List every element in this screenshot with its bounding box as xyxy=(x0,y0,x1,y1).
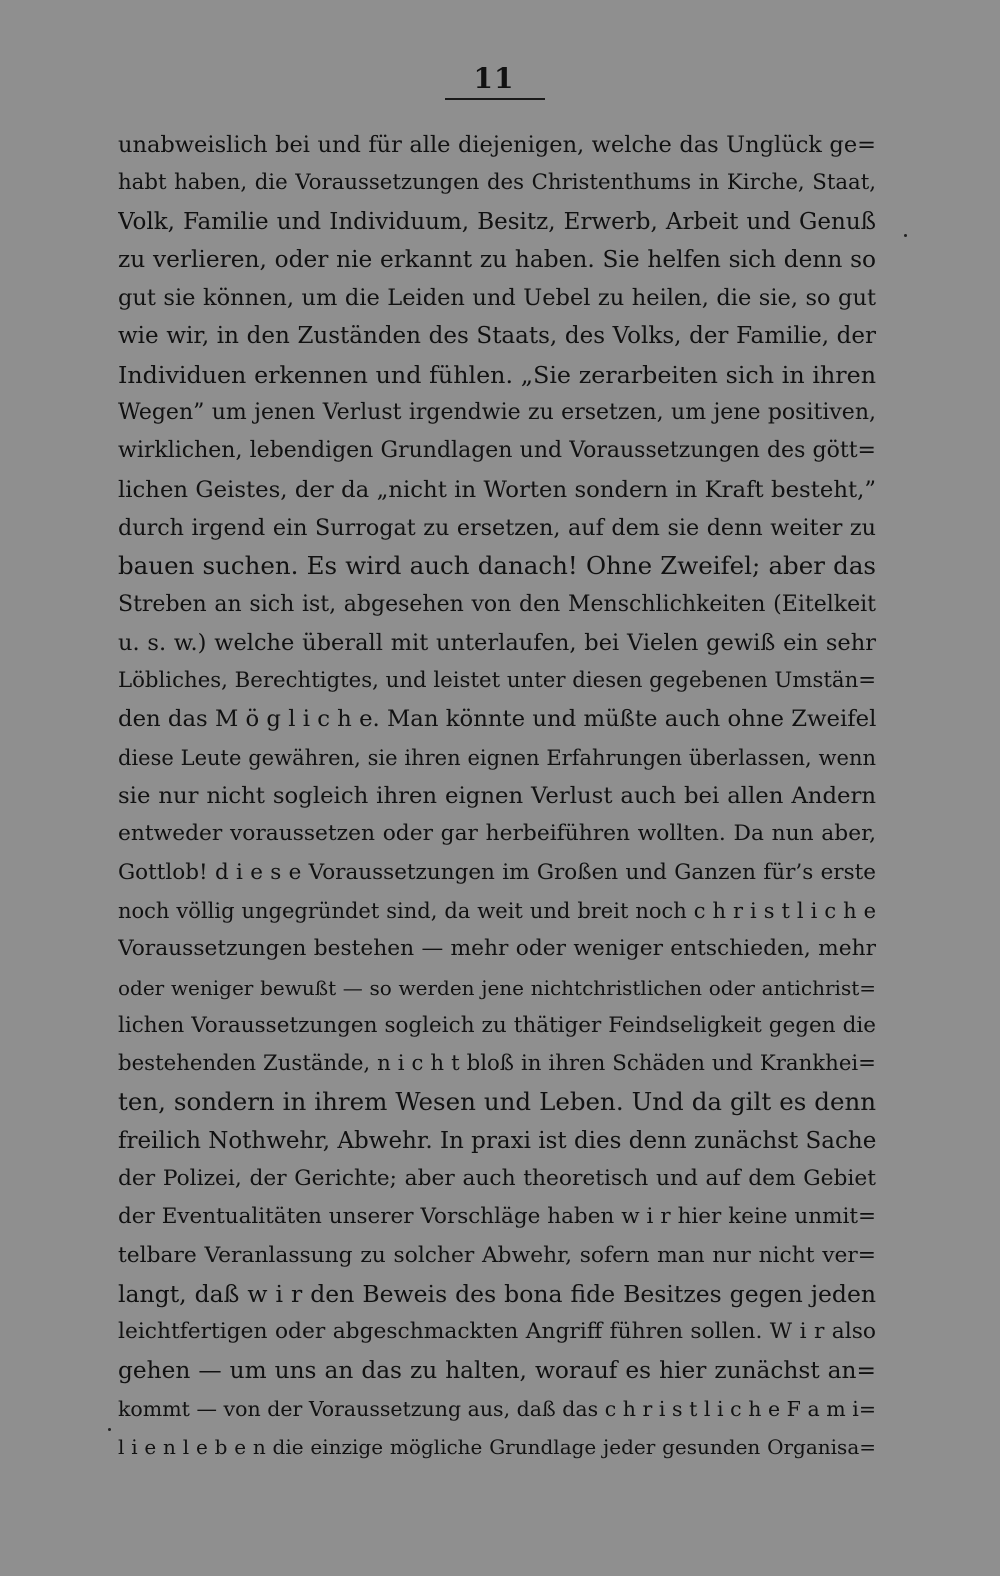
text-line: der Polizei, der Gerichte; aber auch theoretisch und auf dem Gebiet xyxy=(118,1166,876,1192)
print-speck xyxy=(904,234,907,237)
text-line: l i e n l e b e n die einzige mögliche Grundlage jeder gesunden Organisa= xyxy=(118,1435,876,1460)
text-line: Volk, Familie und Individuum, Besitz, Erwerb, Arbeit und Genuß xyxy=(118,208,876,235)
text-line: freilich Nothwehr, Abwehr. In praxi ist dies denn zunächst Sache xyxy=(118,1127,876,1154)
body-text xyxy=(118,126,876,1466)
text-line: wie wir, in den Zuständen des Staats, des Volks, der Familie, der xyxy=(118,323,876,350)
print-speck xyxy=(108,1428,111,1431)
text-line: u. s. w.) welche überall mit unterlaufen, bei Vielen gewiß ein sehr xyxy=(118,629,876,656)
text-line: lichen Voraussetzungen sogleich zu thätiger Feindseligkeit gegen die xyxy=(118,1012,876,1038)
text-line: noch völlig ungegründet sind, da weit und breit noch c h r i s t l i c h e xyxy=(118,898,876,923)
text-line: ten, sondern in ihrem Wesen und Leben. Und da gilt es denn xyxy=(118,1087,876,1117)
text-line: bestehenden Zustände, n i c h t bloß in ihren Schäden und Krankhei= xyxy=(118,1051,876,1077)
text-line: gehen — um uns an das zu halten, worauf es hier zunächst an= xyxy=(118,1356,876,1384)
text-line: Voraussetzungen bestehen — mehr oder weniger entschieden, mehr xyxy=(118,936,876,962)
text-line: wirklichen, lebendigen Grundlagen und Voraussetzungen des gött= xyxy=(118,438,876,464)
text-line: der Eventualitäten unserer Vorschläge haben w i r hier keine unmit= xyxy=(118,1204,876,1230)
text-line: habt haben, die Voraussetzungen des Christenthums in Kirche, Staat, xyxy=(118,170,876,196)
text-line: sie nur nicht sogleich ihren eignen Verlust auch bei allen Andern xyxy=(118,783,876,810)
page-number: 11 xyxy=(473,62,515,95)
text-line: oder weniger bewußt — so werden jene nichtchristlichen oder antichrist= xyxy=(118,975,876,1000)
text-line: bauen suchen. Es wird auch danach! Ohne Zweifel; aber das xyxy=(118,551,876,581)
text-line: lichen Geistes, der da „nicht in Worten sondern in Kraft besteht,” xyxy=(118,476,876,503)
text-line: zu verlieren, oder nie erkannt zu haben. Sie helfen sich denn so xyxy=(118,245,876,273)
text-line: kommt — von der Voraussetzung aus, daß das c h r i s t l i c h e F a m i= xyxy=(118,1396,876,1421)
text-line: diese Leute gewähren, sie ihren eignen Erfahrungen überlassen, wenn xyxy=(118,745,876,770)
text-line: unabweislich bei und für alle diejenigen, welche das Unglück ge= xyxy=(118,132,876,158)
text-line: den das M ö g l i c h e. Man könnte und müßte auch ohne Zweifel xyxy=(118,706,876,733)
text-line: Gottlob! d i e s e Voraussetzungen im Großen und Ganzen für’s erste xyxy=(118,859,876,885)
text-line: Wegen” um jenen Verlust irgendwie zu ersetzen, um jene positiven, xyxy=(118,400,876,426)
text-line: leichtfertigen oder abgeschmackten Angriff führen sollen. W i r also xyxy=(118,1319,876,1345)
text-line: telbare Veranlassung zu solcher Abwehr, sofern man nur nicht ver= xyxy=(118,1242,876,1268)
text-line: Löbliches, Berechtigtes, und leistet unter diesen gegebenen Umstän= xyxy=(118,668,876,694)
text-line: Individuen erkennen und fühlen. „Sie zerarbeiten sich in ihren xyxy=(118,360,876,389)
text-line: langt, daß w i r den Beweis des bona fide Besitzes gegen jeden xyxy=(118,1279,876,1308)
text-line: durch irgend ein Surrogat zu ersetzen, auf dem sie denn weiter zu xyxy=(118,514,876,541)
text-line: gut sie können, um die Leiden und Uebel zu heilen, die sie, so gut xyxy=(118,285,876,312)
text-line: Streben an sich ist, abgesehen von den Menschlichkeiten (Eitelkeit xyxy=(118,591,876,617)
page-number-rule xyxy=(445,98,545,100)
text-line: entweder voraussetzen oder gar herbeiführen wollten. Da nun aber, xyxy=(118,821,876,847)
